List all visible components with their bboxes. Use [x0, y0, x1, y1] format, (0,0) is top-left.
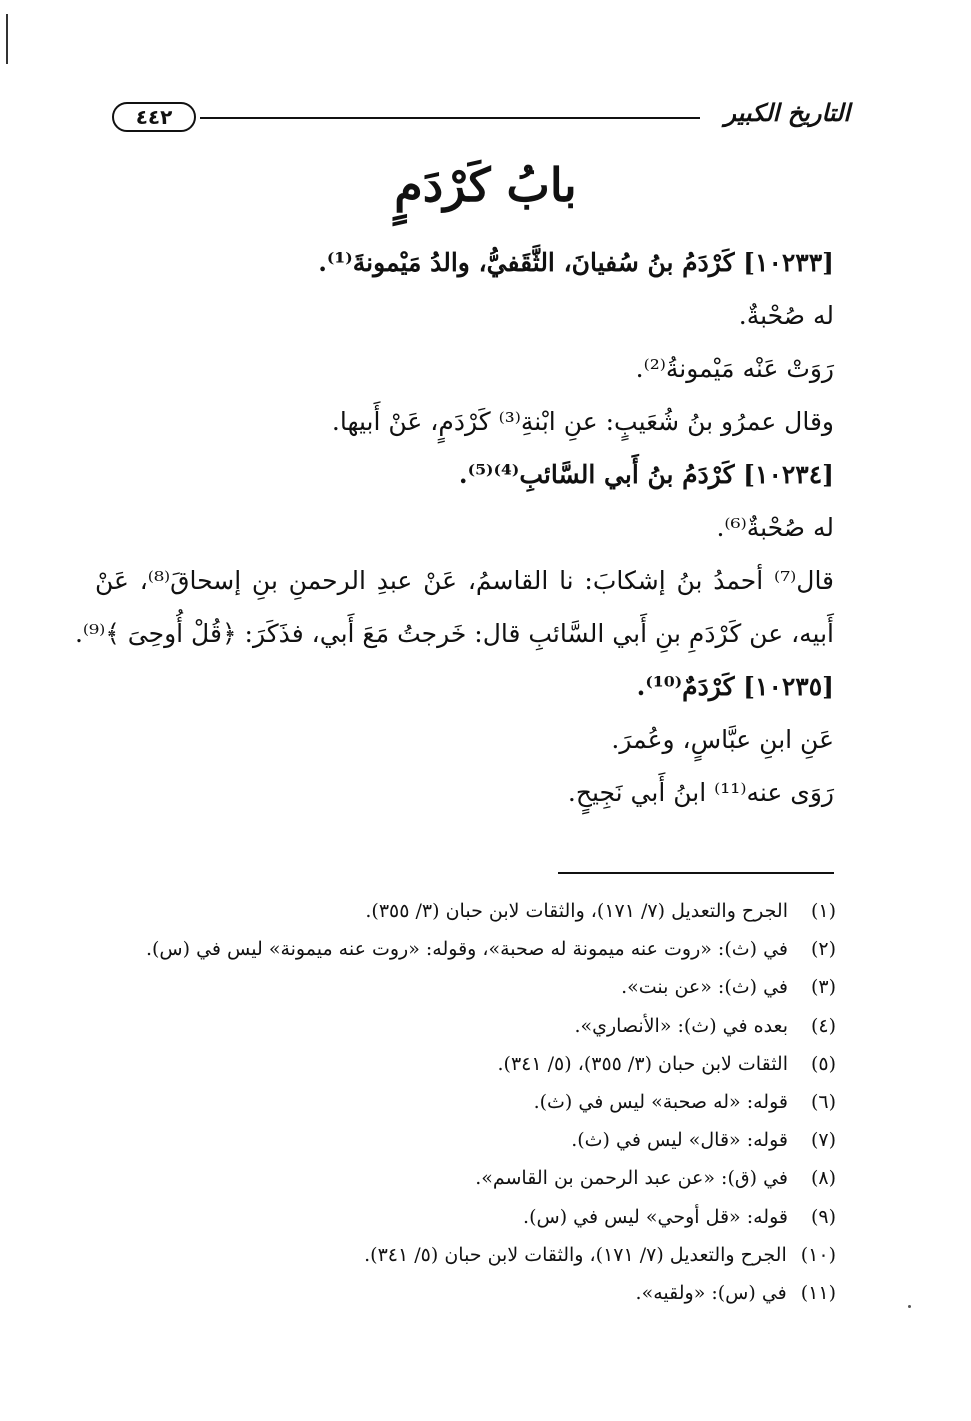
footnote: [120, 1198, 836, 1236]
body-line: أَبيه، عن كَرْدَمِ بنِ أَبي السَّائبِ قال: خَرجتُ مَعَ أَبي، فذَكَرَ: ﴿قُلْ أُوحِىَ ﴾⁽⁹⁾.: [74, 619, 834, 648]
footnote: [120, 930, 836, 968]
page-edge-line: [6, 14, 8, 64]
footnote: [120, 1236, 836, 1274]
footnote-text: في (ث): «عن بنت».: [621, 976, 788, 999]
page-number-badge: ٤٤٢: [112, 102, 196, 132]
footnote-text: قوله: «قال» ليس في (ث).: [571, 1129, 788, 1152]
footnote-text: الجرح والتعديل (٧/ ١٧١)، والثقات لابن حبان (٥/ ٣٤١).: [364, 1243, 787, 1266]
footnote: [120, 1121, 836, 1159]
footnote-number: (٩): [810, 1205, 836, 1228]
body-line: عَنِ ابنِ عبَّاسٍ، وعُمرَ.: [611, 725, 834, 754]
footnote: [120, 1007, 836, 1045]
header-rule: [200, 117, 700, 119]
footnote-text: في (ث): «روت عنه ميمونة له صحبة»، وقوله: «روت عنه ميمونة» ليس في (س).: [145, 938, 788, 961]
footnote-text: في (ق): «عن عبد الرحمن بن القاسم».: [475, 1167, 788, 1190]
chapter-title: بابُ كَرْدَمٍ: [394, 158, 577, 212]
footnote: [120, 892, 836, 930]
entry-10233-heading: [١٠٢٣٣] كَرْدَمُ بنُ سُفيانَ، الثَّقَفيُّ، والدُ مَيْمونةَ⁽¹⁾.: [318, 248, 834, 277]
footnote: [120, 1159, 836, 1197]
body-line: له صُحْبةٌ⁽⁶⁾.: [716, 513, 834, 542]
footnote: [120, 1045, 836, 1083]
footnotes: [120, 892, 836, 1312]
scan-speck: [908, 1305, 911, 1308]
page-header: [112, 100, 850, 136]
footnote-number: (٨): [810, 1167, 836, 1190]
footnote-number: (١١): [800, 1281, 836, 1304]
footnote-number: (١): [810, 900, 836, 922]
footnote-text: قوله: «له صحبة» ليس في (ث).: [533, 1090, 788, 1113]
body-line: له صُحْبةٌ.: [738, 301, 834, 330]
footnote-text: قوله: «قل أوحي» ليس في (س).: [523, 1205, 788, 1228]
body-line: رَوَى عنه⁽¹¹⁾ ابنُ أَبي نَجِيحٍ.: [567, 778, 834, 807]
footnote-number: (٧): [810, 1129, 836, 1152]
footnote-text: الجرح والتعديل (٧/ ١٧١)، والثقات لابن حبان (٣/ ٣٥٥).: [365, 900, 788, 922]
main-text: [74, 236, 835, 819]
body-line: قال⁽⁷⁾ أحمدُ بنُ إشكابَ: نا القاسمُ، عَنْ عبدِ الرحمنِ بنِ إسحاقَ⁽⁸⁾، عَنْ: [95, 566, 835, 595]
footnote-number: (١٠): [800, 1243, 836, 1266]
body-line: وقال عمرُو بنُ شُعَيبٍ: عنِ ابْنةِ⁽³⁾ كَرْدَمٍ، عَنْ أَبيها.: [331, 407, 834, 436]
footnote-number: (٥): [810, 1052, 836, 1075]
footnote-number: (٦): [810, 1090, 836, 1113]
footnote: [120, 968, 836, 1006]
footnote-text: الثقات لابن حبان (٣/ ٣٥٥)، (٥/ ٣٤١).: [497, 1052, 788, 1075]
footnote: [120, 1274, 836, 1312]
footnote-separator: [558, 872, 834, 874]
footnote: [120, 1083, 836, 1121]
footnote-text: في (س): «ولقيه».: [635, 1281, 787, 1304]
entry-10235-heading: [١٠٢٣٥] كَرْدَمٌ⁽¹⁰⁾.: [636, 672, 834, 701]
body-line: رَوَتْ عَنْه مَيْمونةُ⁽²⁾.: [635, 354, 834, 383]
running-title: التاريخ الكبير: [724, 98, 850, 127]
footnote-text: بعده في (ث): «الأنصاري».: [574, 1014, 788, 1037]
entry-10234-heading: [١٠٢٣٤] كَرْدَمُ بنُ أَبي السَّائبِ⁽⁴⁾⁽⁵⁾.: [458, 460, 834, 489]
footnote-number: (٣): [810, 976, 836, 999]
footnote-number: (٢): [810, 938, 836, 961]
footnote-number: (٤): [810, 1014, 836, 1037]
